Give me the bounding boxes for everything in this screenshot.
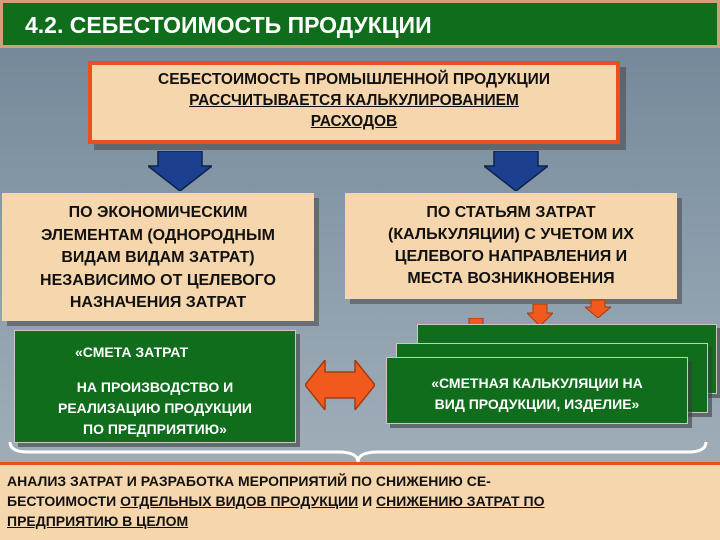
right-box-line-4: МЕСТА ВОЗНИКНОВЕНИЯ [407,270,615,287]
cost-estimate-line-3: РЕАЛИЗАЦИЮ ПРОДУКЦИИ [57,400,252,416]
left-box-line-3: ВИДАМ ВИДАМ ЗАТРАТ) [61,249,255,266]
analysis-line-2d: СНИЖЕНИЮ ЗАТРАТ ПО [376,493,545,509]
top-box-calculation [88,61,620,144]
small-down-arrow-3-icon [585,300,611,318]
left-box-line-1: ПО ЭКОНОМИЧЕСКИМ [68,204,248,221]
top-box-line-2: РАССЧИТЫВАЕТСЯ КАЛЬКУЛИРОВАНИЕМ [189,92,519,109]
title-bar [0,0,720,48]
calculation-line-2: ВИД ПРОДУКЦИИ, ИЗДЕЛИЕ» [434,396,640,412]
analysis-line-2b: ОТДЕЛЬНЫХ ВИДОВ ПРОДУКЦИИ [120,493,359,509]
down-arrow-right-icon [484,151,548,191]
analysis-line-3: ПРЕДПРИЯТИЮ В ЦЕЛОМ [7,513,189,529]
calculation-estimate-box [386,357,688,424]
left-box-line-4: НЕЗАВИСИМО ОТ ЦЕЛЕВОГО [40,271,276,289]
by-cost-items-box [345,193,677,299]
cost-estimate-line-4: ПО ПРЕДПРИЯТИЮ» [83,421,227,437]
top-box-line-1: СЕБЕСТОИМОСТЬ ПРОМЫШЛЕННОЙ ПРОДУКЦИИ [158,71,550,88]
down-arrow-left-icon [148,151,212,191]
right-box-line-3: ЦЕЛЕВОГО НАПРАВЛЕНИЯ И [394,248,628,265]
analysis-box [0,462,720,540]
curly-brace-icon [8,440,708,464]
cost-estimate-box [14,330,296,443]
right-box-line-2: (КАЛЬКУЛЯЦИИ) С УЧЕТОМ ИХ [388,226,634,243]
analysis-line-1: АНАЛИЗ ЗАТРАТ И РАЗРАБОТКА МЕРОПРИЯТИЙ ПО СНИЖЕНИЮ СЕ- [7,473,491,489]
analysis-line-2c: И [358,493,377,509]
left-box-line-2: ЭЛЕМЕНТАМ (ОДНОРОДНЫМ [41,226,275,244]
by-economic-elements-box [2,193,314,321]
double-arrow-icon [305,360,375,410]
analysis-line-2 [7,491,720,511]
left-box-line-5: НАЗНАЧЕНИЯ ЗАТРАТ [69,294,247,311]
right-box-line-1: ПО СТАТЬЯМ ЗАТРАТ [426,204,596,221]
cost-estimate-line-2: НА ПРОИЗВОДСТВО И [76,379,234,395]
analysis-line-2a: БЕСТОИМОСТИ [7,493,121,509]
page-title: 4.2. СЕБЕСТОИМОСТЬ ПРОДУКЦИИ [25,12,432,38]
cost-estimate-lines [15,377,295,440]
top-box-line-3: РАСХОДОВ [310,113,398,130]
small-down-arrow-2-icon [527,304,553,326]
cost-estimate-line-1: «СМЕТА ЗАТРАТ [75,344,189,360]
calculation-line-1: «СМЕТНАЯ КАЛЬКУЛЯЦИИ НА [431,375,643,391]
